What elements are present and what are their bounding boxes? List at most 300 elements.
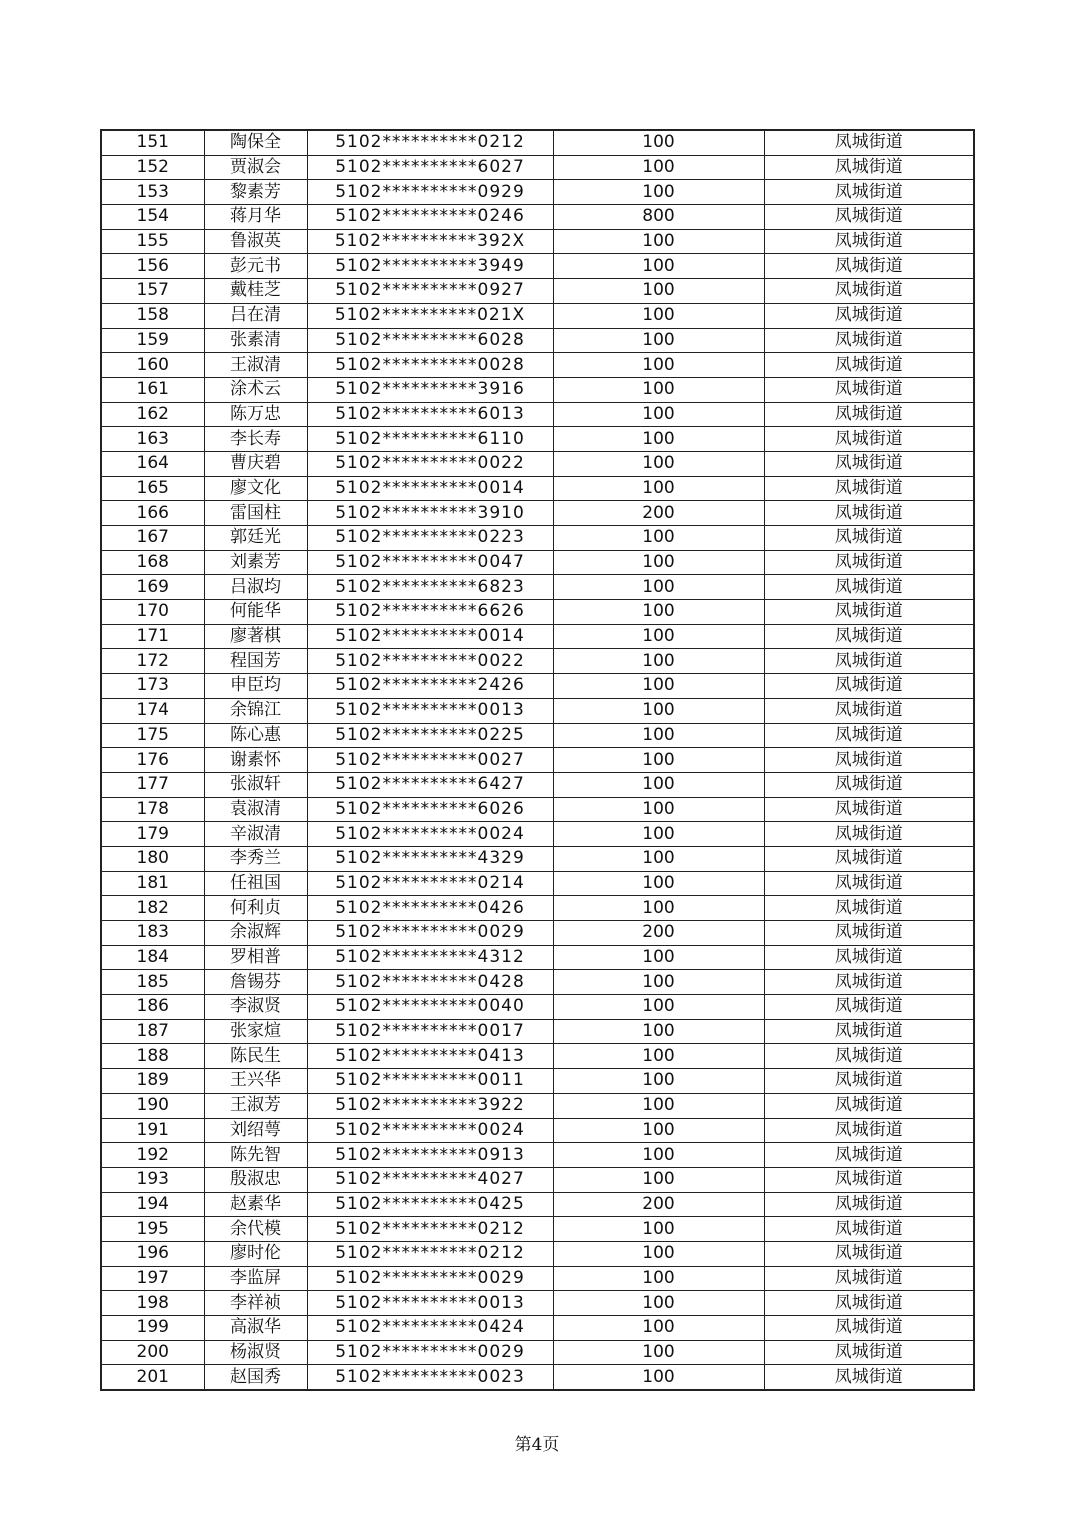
table-row: [101, 451, 974, 476]
amount-cell: 100: [553, 1266, 764, 1291]
table-row: [101, 501, 974, 526]
street-cell: 凤城街道: [764, 550, 974, 575]
amount-cell: 100: [553, 526, 764, 551]
table-row: [101, 723, 974, 748]
name-cell: 王淑清: [204, 353, 307, 378]
name-cell: 高淑华: [204, 1316, 307, 1341]
street-cell: 凤城街道: [764, 353, 974, 378]
amount-cell: 100: [553, 1241, 764, 1266]
name-cell: 余锦江: [204, 698, 307, 723]
table-row: [101, 377, 974, 402]
table-row: [101, 1019, 974, 1044]
name-cell: 任祖国: [204, 871, 307, 896]
name-cell: 袁淑清: [204, 797, 307, 822]
id-number-cell: 5102**********0927: [307, 279, 553, 304]
table-row: [101, 624, 974, 649]
amount-cell: 100: [553, 451, 764, 476]
id-number-cell: 5102**********0225: [307, 723, 553, 748]
row-number-cell: 187: [101, 1019, 204, 1044]
row-number-cell: 170: [101, 600, 204, 625]
street-cell: 凤城街道: [764, 155, 974, 180]
street-cell: 凤城街道: [764, 1143, 974, 1168]
name-cell: 申臣均: [204, 674, 307, 699]
row-number-cell: 180: [101, 846, 204, 871]
table-row: [101, 995, 974, 1020]
row-number-cell: 177: [101, 772, 204, 797]
row-number-cell: 199: [101, 1316, 204, 1341]
table-row: [101, 674, 974, 699]
amount-cell: 100: [553, 1019, 764, 1044]
row-number-cell: 161: [101, 377, 204, 402]
row-number-cell: 200: [101, 1340, 204, 1365]
amount-cell: 100: [553, 945, 764, 970]
amount-cell: 100: [553, 698, 764, 723]
name-cell: 陈心惠: [204, 723, 307, 748]
name-cell: 殷淑忠: [204, 1167, 307, 1192]
row-number-cell: 192: [101, 1143, 204, 1168]
street-cell: 凤城街道: [764, 1192, 974, 1217]
table-row: [101, 180, 974, 205]
street-cell: 凤城街道: [764, 797, 974, 822]
name-cell: 廖著棋: [204, 624, 307, 649]
name-cell: 雷国柱: [204, 501, 307, 526]
amount-cell: 100: [553, 624, 764, 649]
table-row: [101, 205, 974, 230]
row-number-cell: 181: [101, 871, 204, 896]
table-row: [101, 1340, 974, 1365]
name-cell: 陈民生: [204, 1044, 307, 1069]
amount-cell: 100: [553, 674, 764, 699]
id-number-cell: 5102**********3922: [307, 1093, 553, 1118]
table-row: [101, 1118, 974, 1143]
id-number-cell: 5102**********0040: [307, 995, 553, 1020]
name-cell: 赵国秀: [204, 1365, 307, 1390]
id-number-cell: 5102**********0426: [307, 896, 553, 921]
table-row: [101, 772, 974, 797]
table-row: [101, 1093, 974, 1118]
id-number-cell: 5102**********0424: [307, 1316, 553, 1341]
name-cell: 余淑辉: [204, 921, 307, 946]
amount-cell: 100: [553, 575, 764, 600]
amount-cell: 100: [553, 402, 764, 427]
row-number-cell: 186: [101, 995, 204, 1020]
street-cell: 凤城街道: [764, 1316, 974, 1341]
row-number-cell: 178: [101, 797, 204, 822]
name-cell: 张素清: [204, 328, 307, 353]
name-cell: 李秀兰: [204, 846, 307, 871]
id-number-cell: 5102**********0029: [307, 1340, 553, 1365]
row-number-cell: 157: [101, 279, 204, 304]
row-number-cell: 152: [101, 155, 204, 180]
street-cell: 凤城街道: [764, 451, 974, 476]
name-cell: 罗相普: [204, 945, 307, 970]
name-cell: 刘绍萼: [204, 1118, 307, 1143]
amount-cell: 100: [553, 1093, 764, 1118]
row-number-cell: 159: [101, 328, 204, 353]
name-cell: 王兴华: [204, 1069, 307, 1094]
table-row: [101, 1167, 974, 1192]
amount-cell: 100: [553, 1291, 764, 1316]
id-number-cell: 5102**********021X: [307, 303, 553, 328]
amount-cell: 200: [553, 921, 764, 946]
row-number-cell: 156: [101, 254, 204, 279]
id-number-cell: 5102**********0024: [307, 822, 553, 847]
table-row: [101, 748, 974, 773]
street-cell: 凤城街道: [764, 1241, 974, 1266]
table-row: [101, 822, 974, 847]
name-cell: 李淑贤: [204, 995, 307, 1020]
id-number-cell: 5102**********2426: [307, 674, 553, 699]
amount-cell: 100: [553, 995, 764, 1020]
name-cell: 刘素芳: [204, 550, 307, 575]
street-cell: 凤城街道: [764, 723, 974, 748]
street-cell: 凤城街道: [764, 1093, 974, 1118]
amount-cell: 100: [553, 1365, 764, 1390]
id-number-cell: 5102**********0212: [307, 1217, 553, 1242]
row-number-cell: 182: [101, 896, 204, 921]
street-cell: 凤城街道: [764, 402, 974, 427]
table-row: [101, 229, 974, 254]
name-cell: 郭廷光: [204, 526, 307, 551]
amount-cell: 100: [553, 1217, 764, 1242]
table-row: [101, 130, 974, 155]
row-number-cell: 190: [101, 1093, 204, 1118]
table-row: [101, 427, 974, 452]
id-number-cell: 5102**********0413: [307, 1044, 553, 1069]
street-cell: 凤城街道: [764, 254, 974, 279]
id-number-cell: 5102**********4329: [307, 846, 553, 871]
table-row: [101, 871, 974, 896]
table-row: [101, 1365, 974, 1390]
street-cell: 凤城街道: [764, 1266, 974, 1291]
amount-cell: 800: [553, 205, 764, 230]
amount-cell: 100: [553, 1044, 764, 1069]
amount-cell: 100: [553, 723, 764, 748]
table-row: [101, 1069, 974, 1094]
table-row: [101, 1044, 974, 1069]
id-number-cell: 5102**********0023: [307, 1365, 553, 1390]
street-cell: 凤城街道: [764, 1019, 974, 1044]
amount-cell: 100: [553, 254, 764, 279]
street-cell: 凤城街道: [764, 1340, 974, 1365]
street-cell: 凤城街道: [764, 871, 974, 896]
row-number-cell: 191: [101, 1118, 204, 1143]
table-body: [101, 130, 974, 1390]
name-cell: 廖时伦: [204, 1241, 307, 1266]
amount-cell: 100: [553, 377, 764, 402]
id-number-cell: 5102**********0027: [307, 748, 553, 773]
name-cell: 廖文化: [204, 476, 307, 501]
street-cell: 凤城街道: [764, 748, 974, 773]
street-cell: 凤城街道: [764, 822, 974, 847]
table-row: [101, 279, 974, 304]
amount-cell: 100: [553, 303, 764, 328]
id-number-cell: 5102**********3910: [307, 501, 553, 526]
amount-cell: 100: [553, 155, 764, 180]
table-row: [101, 402, 974, 427]
row-number-cell: 193: [101, 1167, 204, 1192]
id-number-cell: 5102**********6427: [307, 772, 553, 797]
name-cell: 李监屏: [204, 1266, 307, 1291]
row-number-cell: 168: [101, 550, 204, 575]
page-number: 第4页: [514, 1435, 560, 1455]
id-number-cell: 5102**********6028: [307, 328, 553, 353]
street-cell: 凤城街道: [764, 1291, 974, 1316]
row-number-cell: 183: [101, 921, 204, 946]
street-cell: 凤城街道: [764, 945, 974, 970]
row-number-cell: 189: [101, 1069, 204, 1094]
table-row: [101, 921, 974, 946]
street-cell: 凤城街道: [764, 1365, 974, 1390]
table-row: [101, 254, 974, 279]
row-number-cell: 174: [101, 698, 204, 723]
name-cell: 戴桂芝: [204, 279, 307, 304]
name-cell: 何能华: [204, 600, 307, 625]
id-number-cell: 5102**********0017: [307, 1019, 553, 1044]
amount-cell: 100: [553, 871, 764, 896]
amount-cell: 100: [553, 328, 764, 353]
table-row: [101, 797, 974, 822]
table-row: [101, 353, 974, 378]
amount-cell: 100: [553, 476, 764, 501]
street-cell: 凤城街道: [764, 1044, 974, 1069]
name-cell: 赵素华: [204, 1192, 307, 1217]
table-row: [101, 896, 974, 921]
table-row: [101, 600, 974, 625]
id-number-cell: 5102**********0014: [307, 624, 553, 649]
name-cell: 陈万忠: [204, 402, 307, 427]
amount-cell: 100: [553, 180, 764, 205]
id-number-cell: 5102**********4027: [307, 1167, 553, 1192]
id-number-cell: 5102**********0029: [307, 921, 553, 946]
id-number-cell: 5102**********6626: [307, 600, 553, 625]
id-number-cell: 5102**********6026: [307, 797, 553, 822]
row-number-cell: 201: [101, 1365, 204, 1390]
row-number-cell: 184: [101, 945, 204, 970]
id-number-cell: 5102**********0913: [307, 1143, 553, 1168]
table-row: [101, 303, 974, 328]
amount-cell: 100: [553, 427, 764, 452]
id-number-cell: 5102**********0428: [307, 970, 553, 995]
id-number-cell: 5102**********6110: [307, 427, 553, 452]
name-cell: 鲁淑英: [204, 229, 307, 254]
table-row: [101, 698, 974, 723]
row-number-cell: 151: [101, 130, 204, 155]
amount-cell: 100: [553, 772, 764, 797]
street-cell: 凤城街道: [764, 130, 974, 155]
amount-cell: 200: [553, 501, 764, 526]
name-cell: 陈先智: [204, 1143, 307, 1168]
amount-cell: 100: [553, 846, 764, 871]
amount-cell: 100: [553, 970, 764, 995]
table-row: [101, 1241, 974, 1266]
table-row: [101, 1217, 974, 1242]
table-row: [101, 846, 974, 871]
name-cell: 李祥祯: [204, 1291, 307, 1316]
name-cell: 李长寿: [204, 427, 307, 452]
table-row: [101, 476, 974, 501]
amount-cell: 100: [553, 1340, 764, 1365]
id-number-cell: 5102**********0246: [307, 205, 553, 230]
name-cell: 贾淑会: [204, 155, 307, 180]
street-cell: 凤城街道: [764, 1069, 974, 1094]
id-number-cell: 5102**********6013: [307, 402, 553, 427]
table-row: [101, 155, 974, 180]
row-number-cell: 153: [101, 180, 204, 205]
street-cell: 凤城街道: [764, 377, 974, 402]
table-row: [101, 1316, 974, 1341]
row-number-cell: 198: [101, 1291, 204, 1316]
name-cell: 黎素芳: [204, 180, 307, 205]
id-number-cell: 5102**********392X: [307, 229, 553, 254]
id-number-cell: 5102**********0212: [307, 130, 553, 155]
amount-cell: 100: [553, 1143, 764, 1168]
street-cell: 凤城街道: [764, 846, 974, 871]
name-cell: 何利贞: [204, 896, 307, 921]
row-number-cell: 158: [101, 303, 204, 328]
row-number-cell: 194: [101, 1192, 204, 1217]
row-number-cell: 175: [101, 723, 204, 748]
name-cell: 张家煊: [204, 1019, 307, 1044]
name-cell: 程国芳: [204, 649, 307, 674]
name-cell: 余代模: [204, 1217, 307, 1242]
amount-cell: 100: [553, 822, 764, 847]
row-number-cell: 163: [101, 427, 204, 452]
amount-cell: 100: [553, 649, 764, 674]
table-row: [101, 1291, 974, 1316]
street-cell: 凤城街道: [764, 995, 974, 1020]
amount-cell: 100: [553, 353, 764, 378]
table-row: [101, 1192, 974, 1217]
id-number-cell: 5102**********0014: [307, 476, 553, 501]
name-cell: 陶保全: [204, 130, 307, 155]
table-row: [101, 1266, 974, 1291]
street-cell: 凤城街道: [764, 970, 974, 995]
table-row: [101, 945, 974, 970]
id-number-cell: 5102**********0212: [307, 1241, 553, 1266]
street-cell: 凤城街道: [764, 772, 974, 797]
id-number-cell: 5102**********0214: [307, 871, 553, 896]
id-number-cell: 5102**********0013: [307, 698, 553, 723]
id-number-cell: 5102**********6823: [307, 575, 553, 600]
street-cell: 凤城街道: [764, 180, 974, 205]
id-number-cell: 5102**********0024: [307, 1118, 553, 1143]
street-cell: 凤城街道: [764, 921, 974, 946]
table-row: [101, 328, 974, 353]
id-number-cell: 5102**********0022: [307, 451, 553, 476]
table-row: [101, 575, 974, 600]
id-number-cell: 5102**********4312: [307, 945, 553, 970]
name-cell: 王淑芳: [204, 1093, 307, 1118]
row-number-cell: 196: [101, 1241, 204, 1266]
id-number-cell: 5102**********0929: [307, 180, 553, 205]
id-number-cell: 5102**********0425: [307, 1192, 553, 1217]
name-cell: 杨淑贤: [204, 1340, 307, 1365]
amount-cell: 100: [553, 1069, 764, 1094]
id-number-cell: 5102**********0028: [307, 353, 553, 378]
amount-cell: 100: [553, 748, 764, 773]
row-number-cell: 179: [101, 822, 204, 847]
id-number-cell: 5102**********0013: [307, 1291, 553, 1316]
row-number-cell: 162: [101, 402, 204, 427]
id-number-cell: 5102**********0223: [307, 526, 553, 551]
amount-cell: 100: [553, 797, 764, 822]
street-cell: 凤城街道: [764, 205, 974, 230]
amount-cell: 100: [553, 600, 764, 625]
id-number-cell: 5102**********0029: [307, 1266, 553, 1291]
street-cell: 凤城街道: [764, 476, 974, 501]
street-cell: 凤城街道: [764, 427, 974, 452]
street-cell: 凤城街道: [764, 649, 974, 674]
row-number-cell: 171: [101, 624, 204, 649]
table-row: [101, 1143, 974, 1168]
row-number-cell: 166: [101, 501, 204, 526]
table-row: [101, 970, 974, 995]
row-number-cell: 173: [101, 674, 204, 699]
row-number-cell: 160: [101, 353, 204, 378]
table-row: [101, 526, 974, 551]
id-number-cell: 5102**********3949: [307, 254, 553, 279]
row-number-cell: 169: [101, 575, 204, 600]
row-number-cell: 167: [101, 526, 204, 551]
street-cell: 凤城街道: [764, 229, 974, 254]
street-cell: 凤城街道: [764, 600, 974, 625]
name-cell: 张淑轩: [204, 772, 307, 797]
amount-cell: 100: [553, 550, 764, 575]
street-cell: 凤城街道: [764, 279, 974, 304]
name-cell: 蒋月华: [204, 205, 307, 230]
amount-cell: 100: [553, 1167, 764, 1192]
amount-cell: 100: [553, 896, 764, 921]
name-cell: 吕在清: [204, 303, 307, 328]
name-cell: 吕淑均: [204, 575, 307, 600]
record-table: [100, 129, 975, 1391]
row-number-cell: 155: [101, 229, 204, 254]
name-cell: 谢素怀: [204, 748, 307, 773]
row-number-cell: 195: [101, 1217, 204, 1242]
street-cell: 凤城街道: [764, 303, 974, 328]
name-cell: 辛淑清: [204, 822, 307, 847]
id-number-cell: 5102**********3916: [307, 377, 553, 402]
street-cell: 凤城街道: [764, 698, 974, 723]
row-number-cell: 185: [101, 970, 204, 995]
name-cell: 涂术云: [204, 377, 307, 402]
amount-cell: 100: [553, 1118, 764, 1143]
street-cell: 凤城街道: [764, 575, 974, 600]
amount-cell: 100: [553, 279, 764, 304]
street-cell: 凤城街道: [764, 1118, 974, 1143]
row-number-cell: 154: [101, 205, 204, 230]
street-cell: 凤城街道: [764, 526, 974, 551]
row-number-cell: 197: [101, 1266, 204, 1291]
id-number-cell: 5102**********6027: [307, 155, 553, 180]
street-cell: 凤城街道: [764, 674, 974, 699]
row-number-cell: 164: [101, 451, 204, 476]
street-cell: 凤城街道: [764, 1167, 974, 1192]
row-number-cell: 176: [101, 748, 204, 773]
id-number-cell: 5102**********0011: [307, 1069, 553, 1094]
table-row: [101, 550, 974, 575]
amount-cell: 100: [553, 130, 764, 155]
row-number-cell: 188: [101, 1044, 204, 1069]
street-cell: 凤城街道: [764, 501, 974, 526]
street-cell: 凤城街道: [764, 328, 974, 353]
street-cell: 凤城街道: [764, 1217, 974, 1242]
name-cell: 曹庆碧: [204, 451, 307, 476]
table-row: [101, 649, 974, 674]
street-cell: 凤城街道: [764, 624, 974, 649]
row-number-cell: 172: [101, 649, 204, 674]
